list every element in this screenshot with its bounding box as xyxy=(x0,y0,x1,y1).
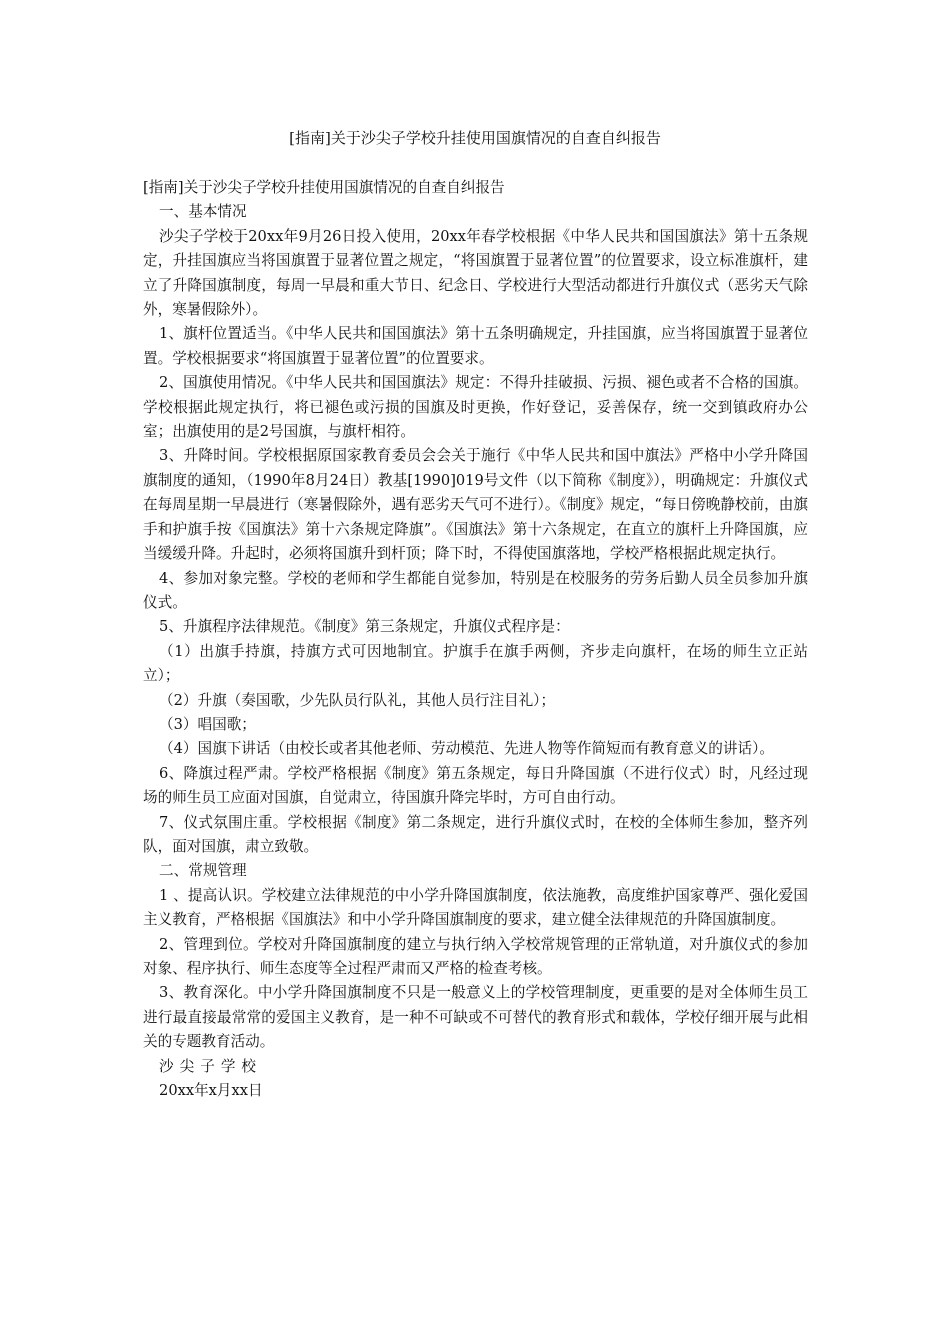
paragraph-item-6: 6、降旗过程严肃。学校严格根据《制度》第五条规定，每日升降国旗（不进行仪式）时，凡经过现场的师生员工应面对国旗，自觉肃立，待国旗升降完毕时，方可自由行动。 xyxy=(143,764,808,807)
paragraph-step-1: （1）出旗手持旗，持旗方式可因地制宜。护旗手在旗手两侧，齐步走向旗杆，在场的师生立正站立）； xyxy=(143,642,808,685)
signature-date: 20xx年x月xx日 xyxy=(159,1082,263,1100)
paragraph-management-2: 2、管理到位。学校对升降国旗制度的建立与执行纳入学校常规管理的正常轨道，对升旗仪式的参加对象、程序执行、师生态度等全过程严肃而又严格的检查考核。 xyxy=(143,935,808,977)
paragraph-intro: 沙尖子学校于20xx年9月26日投入使用，20xx年春学校根据《中华人民共和国国旗法》第十五条规定，升挂国旗应当将国旗置于显著位置之规定，“将国旗置于显著位置”的位置要求，设立标准旗杆，建立了升降国旗制度，每周一早晨和重大节日、纪念日、学校进行大型活动都进行升旗仪式（恶劣天气除外，寒暑假除外）。 xyxy=(143,227,808,319)
paragraph-item-1: 1、旗杆位置适当。《中华人民共和国国旗法》第十五条明确规定，升挂国旗，应当将国旗置于显著位置。学校根据要求“将国旗置于显著位置”的位置要求。 xyxy=(143,325,808,367)
document-body xyxy=(143,176,808,1103)
document-title: [指南]关于沙尖子学校升挂使用国旗情况的自查自纠报告 xyxy=(289,129,661,147)
paragraph-item-4: 4、参加对象完整。学校的老师和学生都能自觉参加，特别是在校服务的劳务后勤人员全员参加升旗仪式。 xyxy=(143,569,808,611)
paragraph-item-2: 2、国旗使用情况。《中华人民共和国国旗法》规定：不得升挂破损、污损、褪色或者不合格的国旗。学校根据此规定执行，将已褪色或污损的国旗及时更换，作好登记，妥善保存，统一交到镇政府办公室；出旗使用的是2号国旗，与旗杆相符。 xyxy=(143,374,808,441)
section-heading-management: 二、常规管理 xyxy=(159,862,247,880)
section-heading-basic: 一、基本情况 xyxy=(159,203,247,221)
paragraph-management-1: 1 、提高认识。学校建立法律规范的中小学升降国旗制度，依法施教，高度维护国家尊严、强化爱国主义教育，严格根据《国旗法》和中小学升降国旗制度的要求，建立健全法律规范的升降国旗制度。 xyxy=(143,886,808,929)
paragraph-item-5: 5、升旗程序法律规范。《制度》第三条规定，升旗仪式程序是： xyxy=(159,618,570,636)
body-heading: [指南]关于沙尖子学校升挂使用国旗情况的自查自纠报告 xyxy=(143,179,505,196)
paragraph-step-3: （3）唱国歌； xyxy=(159,715,256,733)
signature-school: 沙尖子学校 xyxy=(159,1057,263,1075)
paragraph-step-4: （4）国旗下讲话（由校长或者其他老师、劳动模范、先进人物等作简短而有教育意义的讲话）。 xyxy=(159,740,774,758)
paragraph-item-7: 7、仪式氛围庄重。学校根据《制度》第二条规定，进行升旗仪式时，在校的全体师生参加，整齐列队，面对国旗，肃立致敬。 xyxy=(143,813,808,855)
paragraph-item-3: 3、升降时间。学校根据原国家教育委员会会关于施行《中华人民共和国中旗法》严格中小学升降国旗制度的通知，（1990年8月24日）教基[1990]019号文件（以下简称《制度》），明确规定：升旗仪式在每周星期一早晨进行（寒暑假除外，遇有恶劣天气可不进行）。《制度》规定，“每日傍晚静校前，由旗手和护旗手按《国旗法》第十六条规定降旗”。《国旗法》第十六条规定，在直立的旗杆上升降国旗，应当缓缓升降。升起时，必须将国旗升到杆顶；降下时，不得使国旗落地，学校严格根据此规定执行。 xyxy=(143,447,808,563)
paragraph-step-2: （2）升旗（奏国歌，少先队员行队礼，其他人员行注目礼）； xyxy=(159,691,556,709)
paragraph-management-3: 3、教育深化。中小学升降国旗制度不只是一般意义上的学校管理制度，更重要的是对全体师生员工进行最直接最常常的爱国主义教育，是一种不可缺或不可替代的教育形式和载体，学校仔细开展与此相关的专题教育活动。 xyxy=(143,984,808,1051)
